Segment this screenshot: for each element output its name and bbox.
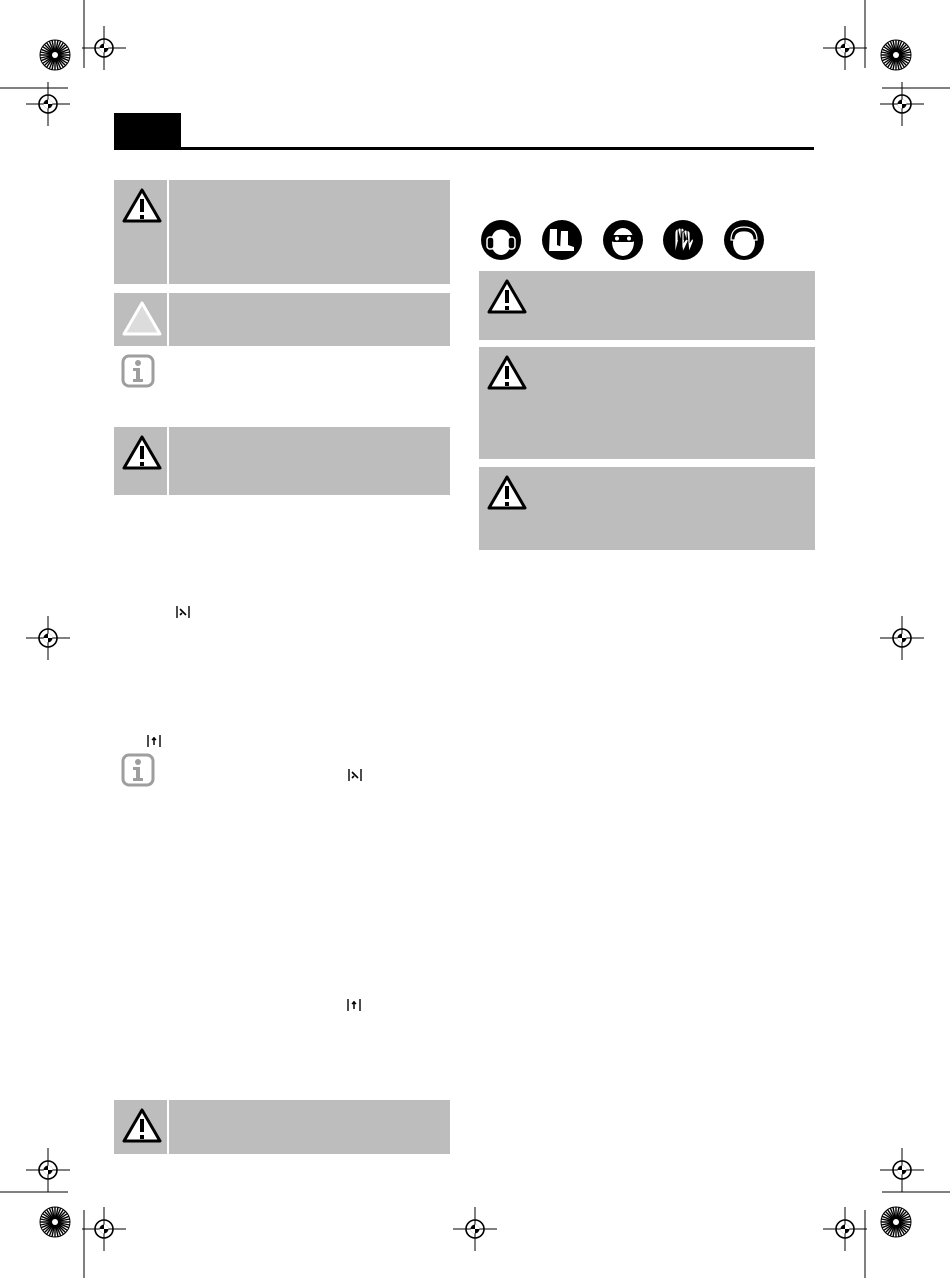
- gloves-icon: [663, 220, 703, 260]
- caution-notice-box: [114, 293, 450, 346]
- safety-boots-icon: [542, 220, 582, 260]
- header-rule: [114, 147, 814, 150]
- warning-notice-box: [479, 347, 815, 459]
- blade-brake-symbol: [348, 768, 362, 782]
- danger-notice-box: [114, 180, 450, 284]
- warning-triangle-icon: [487, 475, 527, 511]
- warning-triangle-icon: [487, 279, 527, 315]
- warning-notice-box: [479, 467, 815, 550]
- ear-protection-icon: [481, 220, 521, 260]
- hand-guard-symbol: [147, 734, 161, 748]
- head-protection-icon: [724, 220, 764, 260]
- warning-notice-box: [479, 271, 815, 340]
- warning-triangle-icon: [122, 188, 162, 224]
- hand-guard-symbol: [347, 998, 361, 1012]
- info-icon: [121, 354, 155, 388]
- warning-triangle-icon: [122, 435, 162, 471]
- caution-triangle-icon: [122, 301, 162, 337]
- info-icon: [121, 753, 155, 787]
- eye-protection-icon: [603, 220, 643, 260]
- warning-notice-box: [114, 1100, 450, 1154]
- blade-brake-symbol: [176, 605, 190, 619]
- warning-triangle-icon: [487, 355, 527, 391]
- language-tab: [114, 113, 181, 149]
- warning-triangle-icon: [122, 1108, 162, 1144]
- warning-notice-box: [114, 427, 450, 495]
